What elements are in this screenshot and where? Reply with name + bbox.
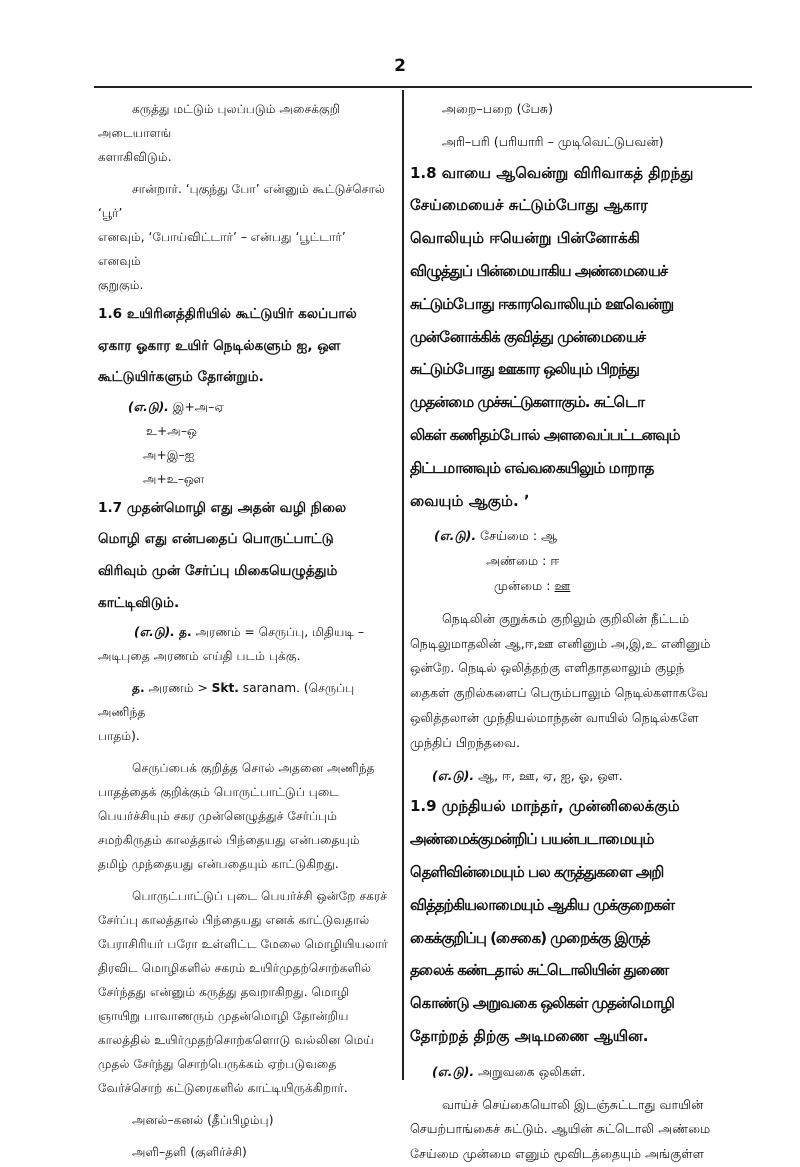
text-line xyxy=(98,467,390,491)
text-line xyxy=(410,1060,754,1085)
text-line xyxy=(410,731,754,756)
text-line xyxy=(98,724,390,748)
section-heading-line xyxy=(98,333,390,361)
text-run: அரணம் = செருப்பு, மிதியடி – xyxy=(191,625,365,640)
text-line xyxy=(98,1140,390,1164)
text-run: எனவும், ‘போய்விட்டார்’ – என்பது ‘பூட்டார்’ எனவும் xyxy=(98,230,346,268)
text-line xyxy=(410,632,754,657)
section-heading-line xyxy=(410,323,754,353)
section-heading-line xyxy=(410,224,754,254)
text-run: விரிவும் முன் சேர்ப்பு மிகையெழுத்தும் xyxy=(98,562,338,579)
right-column xyxy=(410,97,754,1167)
section-heading-line xyxy=(410,257,754,287)
example-label: (எ.டு). xyxy=(434,528,477,544)
text-run: முதல் சேர்ந்து சொற்பெருக்கம் ஏற்படுவதை xyxy=(98,1057,337,1072)
header-rule xyxy=(94,86,752,88)
text-line xyxy=(410,656,754,681)
text-run: கொண்டு அறுவகை ஒலிகள் முதன்மொழி xyxy=(410,994,674,1013)
text-line xyxy=(98,980,390,1004)
text-run: செருப்பைக் குறித்த சொல் அதனை அணிந்த xyxy=(132,761,375,776)
section-heading-line xyxy=(410,454,754,484)
text-line xyxy=(98,1052,390,1076)
section-heading-line xyxy=(410,792,754,822)
text-line xyxy=(410,97,754,122)
text-run: முன்னோக்கிக் குவித்து முன்மையைச் xyxy=(410,327,646,346)
text-line xyxy=(98,225,390,273)
text-line xyxy=(98,884,390,908)
section-heading-line xyxy=(410,191,754,221)
text-run: 1.6 உயிரினத்திரியில் கூட்டுயிர் கலப்பால் xyxy=(98,306,357,322)
text-line xyxy=(98,177,390,225)
column-divider xyxy=(402,90,404,1080)
text-line xyxy=(410,607,754,632)
underlined-run: ஊ xyxy=(554,577,571,593)
text-line xyxy=(98,932,390,956)
text-run: திரவிட மொழிகளில் சகரம் உயிர்முதற்சொற்களில் xyxy=(98,961,372,976)
example-label: (எ.டு). xyxy=(432,767,475,783)
text-run: முதன்மை முச்சுட்டுகளாகும். சுட்டொ xyxy=(410,393,644,412)
section-heading-line xyxy=(98,590,390,618)
text-run: நெடிலுமாதலின் ஆ,ஈ,ஊ எனினும் அ,இ,உ எனினும் xyxy=(410,635,711,651)
text-run: சேய்மை முன்மை எனும் மூவிடத்தையும் அங்குள்ள xyxy=(410,1146,705,1162)
text-run: சுட்டும்போது ஊகார ஒலியும் பிறந்து xyxy=(410,360,639,379)
text-run: களாகிவிடும். xyxy=(98,150,172,164)
text-line xyxy=(98,419,390,443)
text-run: 1.8 வாயை ஆவென்று விரிவாகத் திறந்து xyxy=(410,163,694,182)
section-heading-line xyxy=(410,1022,754,1052)
text-run: ஆ, ஈ, ஊ, ஏ, ஐ, ஓ, ஔ. xyxy=(474,767,623,783)
text-line xyxy=(410,706,754,731)
text-run: வாய்ச் செய்கையொலி இடஞ்சுட்டாது வாயின் xyxy=(442,1096,704,1112)
text-run: கைக்குறிப்பு (சைகை) முறைக்கு இருத் xyxy=(410,928,650,947)
text-line xyxy=(98,644,390,668)
example-label: (எ.டு). xyxy=(128,399,169,414)
text-run: அனல்–கனல் (தீப்பிழம்பு) xyxy=(132,1113,274,1128)
page-number: 2 xyxy=(394,56,406,76)
section-heading-line xyxy=(410,290,754,320)
text-line xyxy=(98,145,390,169)
left-column xyxy=(98,97,390,1164)
text-run: சுட்டும்போது ஈகாரவொலியும் ஊவென்று xyxy=(410,294,674,313)
text-line xyxy=(410,1142,754,1167)
text-run: தைகள் குறில்களைப் பெரும்பாலும் நெடில்களாகவே xyxy=(410,685,709,701)
text-line xyxy=(410,549,754,574)
section-heading-line xyxy=(98,558,390,586)
text-line xyxy=(410,1117,754,1142)
example-label: (எ.டு). xyxy=(432,1063,475,1079)
text-line xyxy=(98,756,390,780)
text-run: அண்மை : ஈ xyxy=(486,553,560,569)
bold-run: த. xyxy=(132,681,145,696)
bold-run: த. xyxy=(174,625,192,640)
text-run: சான்றார். ‘புகுந்து போ’ என்னும் கூட்டுச்சொல் ‘பூர்’ xyxy=(98,182,385,220)
text-run: அடிபுதை அரணம் எய்தி படம் புக்கு. xyxy=(98,649,301,664)
text-run: திட்டமானவும் எவ்வகையிலும் மாறாத xyxy=(410,458,654,477)
text-run: 1.7 முதன்மொழி எது அதன் வழி நிலை xyxy=(98,499,347,516)
text-run: சேய்மை : ஆ xyxy=(476,528,558,544)
text-run: அரி–பரி (பரியாரி – முடிவெட்டுபவன்) xyxy=(442,133,664,149)
text-run: சமற்கிருதம் காலத்தால் பிந்தையது என்பதையும் xyxy=(98,833,360,848)
text-run: நெடிலின் குறுக்கம் குறிலும் குறிலின் நீட்டம் xyxy=(442,610,690,626)
section-heading-line xyxy=(98,364,390,392)
text-line xyxy=(98,1108,390,1132)
text-run: வித்தற்கியலாமையும் ஆகிய முக்குறைகள் xyxy=(410,895,675,914)
text-run: காட்டிவிடும். xyxy=(98,594,180,611)
text-line xyxy=(98,1028,390,1052)
text-line xyxy=(98,443,390,467)
text-line xyxy=(410,574,754,599)
text-run: பேராசிரியர் பரோ உள்ளிட்ட மேலை மொழியியலார் xyxy=(98,937,388,952)
text-run: தமிழ் முந்தையது என்பதையும் காட்டுகிறது. xyxy=(98,857,339,872)
text-run: அறை–பறை (பேசு) xyxy=(442,101,554,116)
text-run: பெயர்ச்சியும் சகர முன்னெழுத்துச் சேர்ப்பும் xyxy=(98,809,338,824)
text-line xyxy=(98,908,390,932)
text-line xyxy=(98,620,390,644)
text-line xyxy=(98,1004,390,1028)
text-run: பாதம்). xyxy=(98,729,140,744)
section-heading-line xyxy=(410,989,754,1019)
text-line xyxy=(98,395,390,419)
text-line xyxy=(98,780,390,804)
section-heading-line xyxy=(410,159,754,189)
section-heading-line xyxy=(410,891,754,921)
text-run: விழுத்துப் பின்மையாகிய அண்மையைச் xyxy=(410,261,668,280)
text-run: முன்மை : xyxy=(494,577,555,593)
text-run: கருத்து மட்டும் புலப்படும் அசைக்குறி அடையாளங் xyxy=(98,102,341,140)
text-run: கூட்டுயிர்களும் தோன்றும். xyxy=(98,369,264,386)
section-heading-line xyxy=(410,956,754,986)
text-line xyxy=(410,524,754,549)
text-line xyxy=(98,676,390,724)
text-run: இ+அ–ஏ xyxy=(168,399,224,414)
text-run: 1.9 முந்தியல் மாந்தர், முன்னிலைக்கும் xyxy=(410,797,680,816)
text-run: ஒன்றே. நெடில் ஒலித்தற்கு எளிதாதலாலும் குழந் xyxy=(410,660,685,676)
section-heading-line xyxy=(410,858,754,888)
text-line xyxy=(98,852,390,876)
text-run: முந்திப் பிறந்தவை. xyxy=(410,734,521,750)
text-run: சேர்ந்தது என்னும் கருத்து தவறாகிறது. மொழி xyxy=(98,985,350,1000)
text-run: வையும் ஆகும். ʼ xyxy=(410,491,530,510)
text-run: அண்மைக்குமன்றிப் பயன்படாமையும் xyxy=(410,830,654,849)
text-line xyxy=(410,1093,754,1118)
text-line xyxy=(98,804,390,828)
text-run: பாதத்தைக் குறிக்கும் பொருட்பாட்டுப் புடை xyxy=(98,785,340,800)
text-run: பொருட்பாட்டுப் புடை பெயர்ச்சி ஒன்றே சகரச் xyxy=(132,889,388,904)
section-heading-line xyxy=(98,526,390,554)
text-run: ஒலித்தலான் முந்தியல்மாந்தன் வாயில் நெடில்களே xyxy=(410,709,699,725)
text-run: காலத்தில் உயிர்முதற்சொற்களொடு வல்லின மெய் xyxy=(98,1033,374,1048)
text-run: saranam. (செருப்பு அணிந்த xyxy=(98,681,355,720)
text-run: சேர்ப்பு காலத்தால் பிந்தையது எனக் காட்டுவதால் xyxy=(98,913,370,928)
text-run: உ+அ–ஒ xyxy=(146,423,198,438)
bold-run: Skt. xyxy=(211,681,239,696)
text-line xyxy=(410,130,754,155)
section-heading-line xyxy=(410,388,754,418)
text-line xyxy=(98,97,390,145)
text-line xyxy=(98,828,390,852)
example-label: (எ.டு). xyxy=(134,625,175,640)
text-run: அ+உ–ஔ xyxy=(143,471,205,486)
section-heading-line xyxy=(410,924,754,954)
text-run: தெளிவின்மையும் பல கருத்துகளை அறி xyxy=(410,862,664,881)
text-run: வேர்ச்சொற் கட்டுரைகளில் காட்டியிருக்கிறார். xyxy=(98,1081,348,1096)
section-heading-line xyxy=(410,487,754,517)
text-run: மொழி எது என்பதைப் பொருட்பாட்டு xyxy=(98,531,334,548)
text-run: அளி–தளி (குளிர்ச்சி) xyxy=(132,1145,247,1160)
text-line xyxy=(98,1076,390,1100)
text-run: தலைக் கண்டதால் சுட்டொலியின் துணை xyxy=(410,961,669,980)
text-run: செயற்பாங்கைச் சுட்டும். ஆயின் சுட்டொலி அண்மை xyxy=(410,1121,711,1137)
text-run: அரணம் > xyxy=(144,681,212,696)
text-run: அ+இ–ஐ xyxy=(143,447,195,462)
text-line xyxy=(98,956,390,980)
text-line xyxy=(98,273,390,297)
text-run: அறுவகை ஒலிகள். xyxy=(474,1063,586,1079)
section-heading-line xyxy=(410,355,754,385)
text-run: வொலியும் ஈயென்று பின்னோக்கி xyxy=(410,229,640,248)
text-line xyxy=(410,681,754,706)
text-line xyxy=(410,764,754,789)
text-run: குறுகும். xyxy=(98,278,144,292)
section-heading-line xyxy=(410,825,754,855)
text-run: ஏகார ஓகார உயிர் நெடில்களும் ஐ, ஔ xyxy=(98,337,341,354)
section-heading-line xyxy=(410,421,754,451)
section-heading-line xyxy=(98,495,390,523)
text-run: லிகள் கணிதம்போல் அளவைப்பட்டனவும் xyxy=(410,425,680,444)
text-run: ஞாயிறு பாவாணரும் முதன்மொழி தோன்றிய xyxy=(98,1009,349,1024)
section-heading-line xyxy=(98,301,390,329)
text-run: சேய்மையைச் சுட்டும்போது ஆகார xyxy=(410,196,648,215)
text-run: தோற்றத் திற்கு அடிமணை ஆயின. xyxy=(410,1026,649,1045)
